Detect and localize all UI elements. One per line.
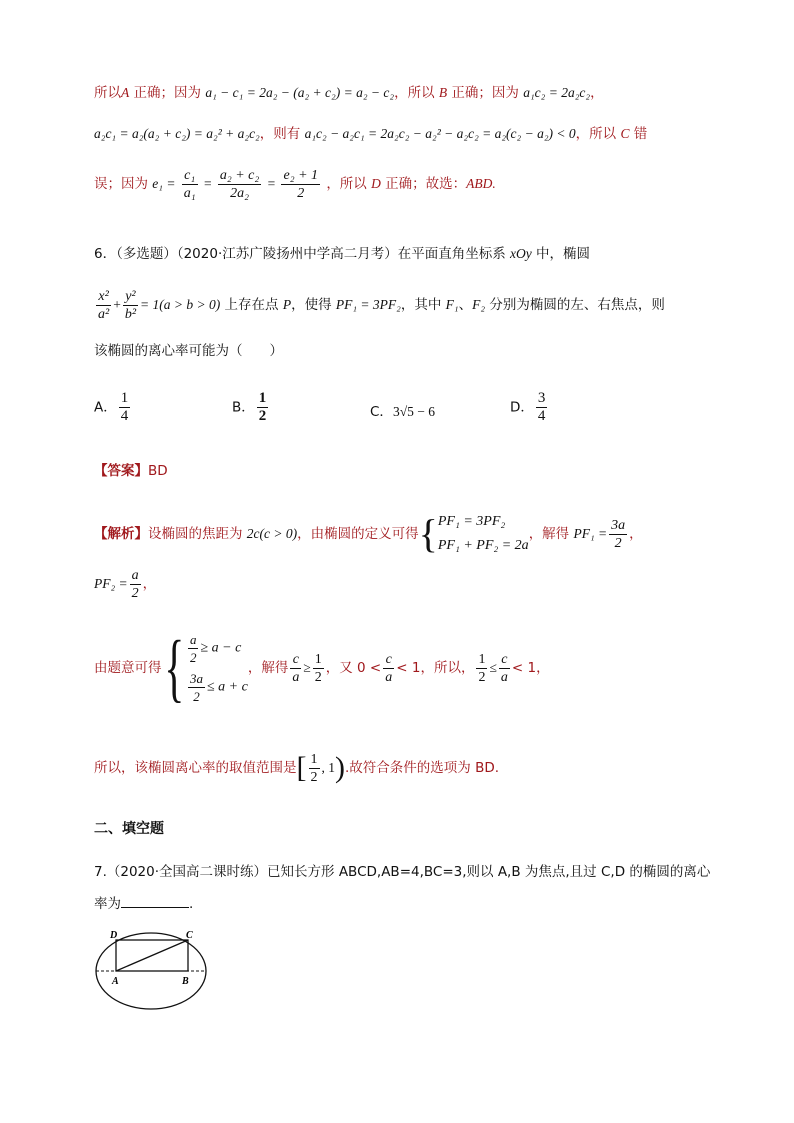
analysis-line4 — [94, 748, 499, 788]
option-ref: D — [371, 176, 381, 191]
equals: = — [203, 176, 212, 191]
inequality-system: $\frac{a}{2}$ ≥ a − c $\frac{3a}{2}$ ≤ a + c — [189, 632, 248, 704]
text: ，使得 — [291, 297, 336, 313]
q7-stem-line2 — [94, 893, 193, 914]
text: 正确；故选： — [380, 176, 467, 192]
label-b: B — [182, 976, 189, 987]
text: ，所以 — [326, 176, 372, 192]
text: 上存在点 — [220, 297, 283, 313]
left-bracket: [ — [296, 751, 307, 784]
equation: PF₁ = 3PF₂ — [335, 297, 401, 312]
analysis-line2 — [94, 566, 156, 602]
option-label: B． — [232, 399, 255, 416]
text: 由题意可得 — [94, 660, 162, 676]
option-ref: B — [438, 85, 448, 100]
fraction: $\frac{c}{a}$ — [292, 651, 300, 685]
equation: PF₁ = — [573, 526, 608, 541]
fraction: $\frac{\text{x²}}{\text{a²}}$ — [98, 288, 110, 322]
answer-line — [94, 461, 168, 481]
label-a: A — [112, 976, 119, 987]
label-c: C — [186, 930, 193, 941]
text: 该椭圆的离心率可能为（ ） — [94, 343, 283, 359]
text: 中，椭圆 — [531, 246, 591, 262]
fraction: $\frac{\text{a₂ + c₂}}{\text{2a₂}}$ — [219, 167, 260, 201]
equation: = 1(a > b > 0) — [140, 297, 221, 312]
analysis-line1 — [94, 510, 643, 558]
answer: ABD. — [466, 176, 496, 191]
text: 误；因为 — [94, 176, 153, 192]
q6-stem-line3 — [94, 341, 283, 361]
answer-value: BD — [148, 463, 168, 479]
ellipse-rectangle-figure — [90, 926, 220, 1018]
text: 、 — [458, 297, 473, 313]
fraction: $\frac{a}{2}$ — [131, 567, 139, 601]
equation: a₁ − c₁ = 2a₂ − (a₂ + c₂) = a₂ − c₂ — [205, 85, 395, 100]
right-paren: ) — [335, 751, 345, 784]
text: 所以，该椭圆离心率的取值范围是 — [94, 760, 297, 776]
text: 错 — [629, 126, 648, 142]
fraction: $\frac{c}{a}$ — [385, 651, 393, 685]
fraction: $\frac{3a}{2}$ — [611, 517, 626, 551]
fraction: $\frac{\text{y²}}{\text{b²}}$ — [124, 288, 137, 322]
ge: ≥ — [303, 660, 311, 675]
text: ，则有 — [259, 126, 305, 142]
option-b — [232, 390, 270, 425]
section-heading: 二、填空题 — [94, 821, 164, 837]
q6-stem-line2 — [94, 284, 665, 326]
plus: + — [113, 297, 121, 312]
analysis-tag: 【解析】 — [94, 526, 148, 542]
expression: 3√5 − 6 — [392, 404, 435, 419]
equation: a₁c₂ = 2a₂c₂ — [523, 85, 591, 100]
fraction: $\frac{1}{2}$ — [478, 651, 486, 685]
q7-stem-line1 — [94, 862, 710, 882]
fraction: $\frac{1}{2}$ — [314, 651, 322, 685]
option-d — [510, 390, 549, 425]
option-label: C． — [370, 404, 393, 420]
point: P — [282, 297, 292, 312]
le: ≤ — [489, 660, 497, 675]
q6-stem-line1 — [94, 244, 590, 264]
option-ref: C — [620, 126, 630, 141]
equation: PF₂ = — [94, 576, 128, 591]
analysis-line3 — [94, 626, 550, 710]
option-c — [370, 400, 435, 420]
fraction: $\frac{\text{e₂ + 1}}{2}$ — [283, 167, 319, 201]
fraction: $\frac{1}{2}$ — [310, 751, 318, 785]
text: ，解得 — [528, 526, 574, 542]
fraction: $\frac{1}{2}$ — [258, 390, 267, 424]
text: 正确；因为 — [447, 85, 524, 101]
diagonal-ac — [116, 940, 188, 971]
text: 所以 — [94, 85, 121, 101]
equation-system: PF₁ = 3PF₂ PF₁ + PF₂ = 2a — [437, 514, 529, 553]
option-label: D． — [510, 399, 534, 416]
left-brace: { — [418, 511, 438, 556]
coordinate-system: xOy — [510, 246, 532, 261]
equation: e₁ = — [152, 176, 176, 191]
text: 设椭圆的焦距为 — [148, 526, 247, 542]
focus: F₂ — [472, 297, 486, 312]
solution5-line1 — [94, 83, 604, 103]
option-ref: A — [121, 85, 130, 100]
answer-tag: 【答案】 — [94, 463, 148, 479]
fraction: $\frac{3}{4}$ — [537, 390, 546, 424]
interval-end: , 1 — [321, 760, 335, 775]
left-brace: { — [163, 626, 184, 710]
text: ，解得 — [247, 660, 289, 676]
focus: F₁ — [445, 297, 459, 312]
text: . — [189, 896, 194, 912]
text: 正确；因为 — [129, 85, 206, 101]
fraction: $\frac{1}{4}$ — [120, 390, 129, 424]
equals: = — [267, 176, 276, 191]
text: ， — [629, 526, 643, 542]
text: 6．（多选题）（2020·江苏广陵扬州中学高二月考）在平面直角坐标系 — [94, 246, 511, 262]
text: < 1， — [511, 660, 550, 676]
option-a — [94, 390, 132, 425]
text: 7.（2020·全国高二课时练）已知长方形 ABCD,AB=4,BC=3,则以 A,B 为焦点,且过 C,D 的椭圆的离心 — [94, 864, 711, 880]
equation: 2c(c > 0) — [246, 526, 298, 541]
equation: a₂c₁ = a₂(a₂ + c₂) = a₂² + a₂c₂ — [94, 126, 260, 141]
text: ， — [142, 576, 157, 592]
text: 率为 — [94, 896, 121, 912]
solution5-line3 — [94, 166, 496, 202]
text: ，又 0 < — [325, 660, 382, 676]
text: ，其中 — [400, 297, 446, 313]
equation: a₁c₂ − a₂c₁ = 2a₂c₂ − a₂² − a₂c₂ = a₂(c₂ − a₂) < 0 — [304, 126, 576, 141]
text: ，由椭圆的定义可得 — [297, 526, 419, 542]
solution5-line2 — [94, 124, 647, 144]
option-label: A． — [94, 399, 117, 416]
answer-blank[interactable] — [121, 893, 189, 908]
text: 分别为椭圆的左、右焦点，则 — [485, 297, 665, 313]
text: ， — [590, 85, 604, 101]
text: ，所以 — [394, 85, 439, 101]
text: < 1，所以， — [396, 660, 475, 676]
fraction: $\frac{c}{a}$ — [500, 651, 508, 685]
label-d: D — [110, 930, 118, 941]
text: .故符合条件的选项为 BD. — [345, 760, 500, 776]
fraction: $\frac{\text{c₁}}{\text{a₁}}$ — [183, 167, 196, 201]
text: ，所以 — [575, 126, 621, 142]
